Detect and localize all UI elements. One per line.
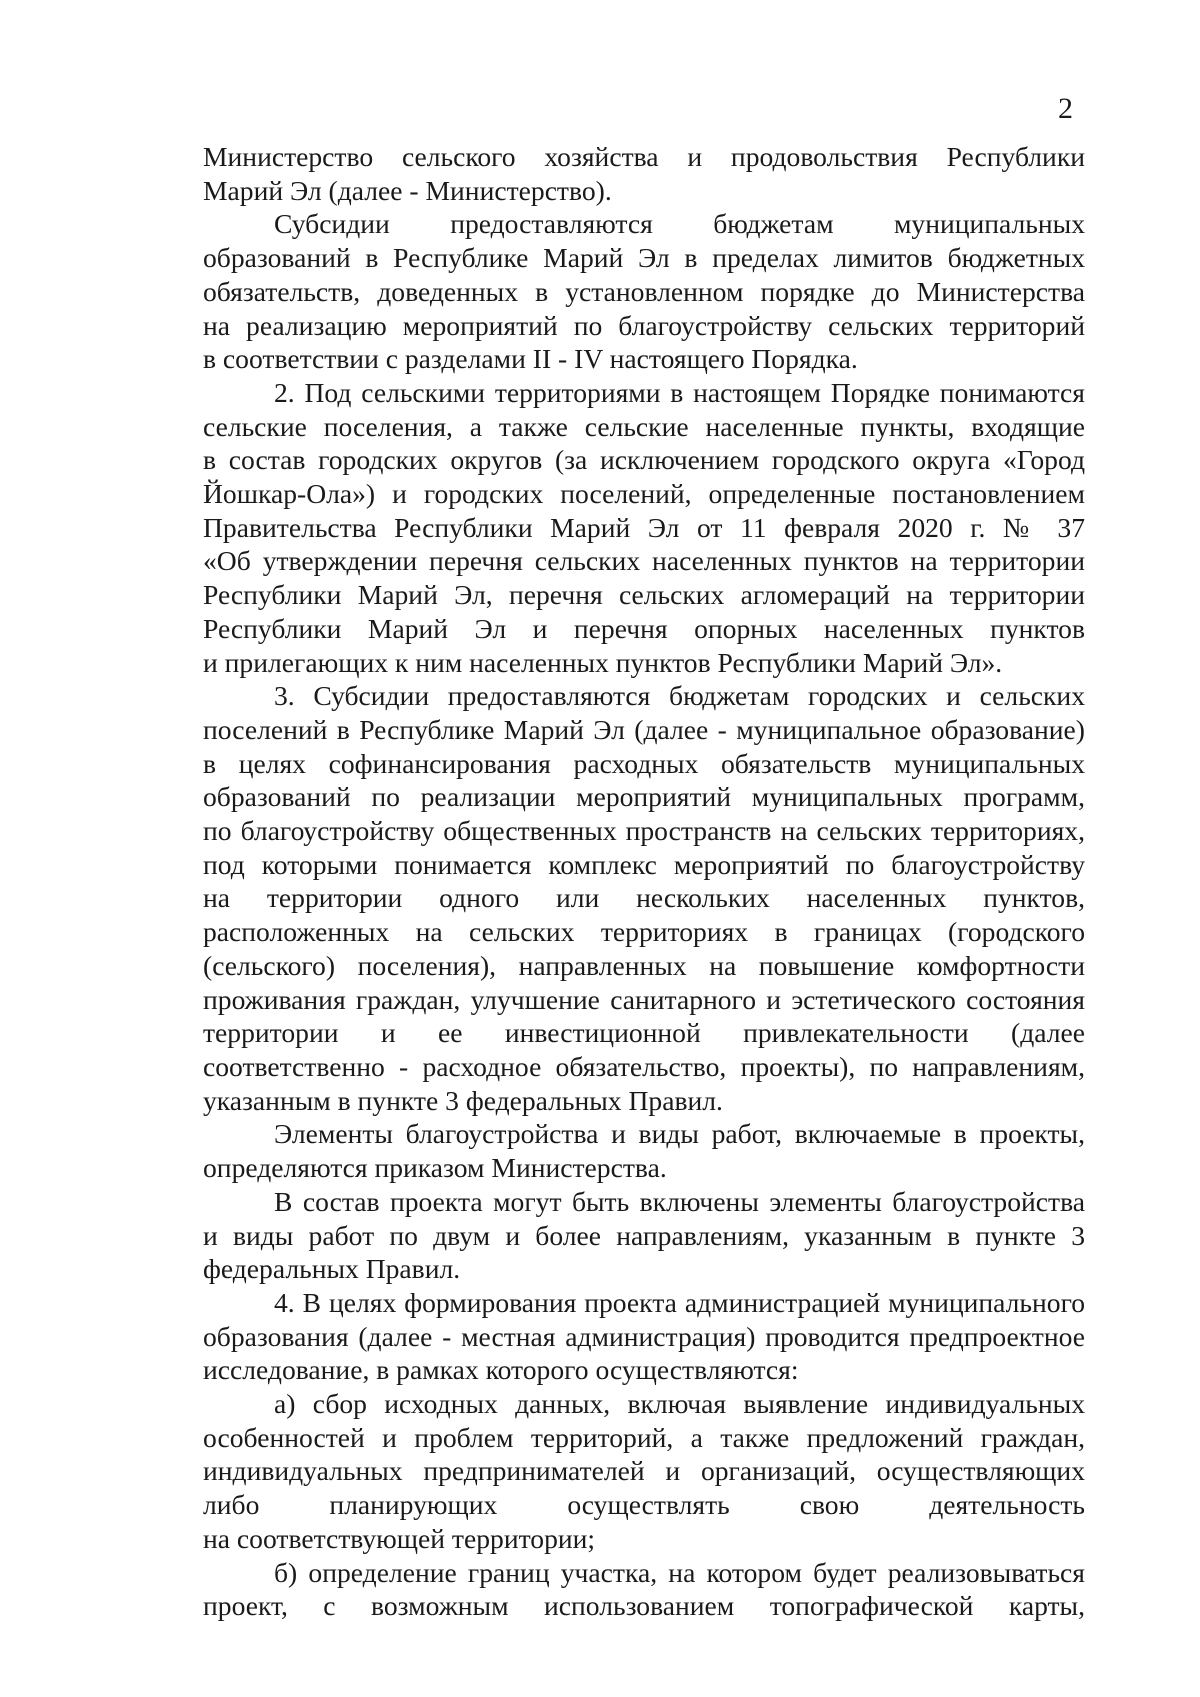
- text-line: (сельского) поселения), направленных на повышение комфортности: [203, 949, 1085, 981]
- text-line: соответственно - расходное обязательство, проекты), по направлениям,: [203, 1050, 1085, 1082]
- text-line: в целях софинансирования расходных обязательств муниципальных: [203, 747, 1085, 779]
- text-line: исследование, в рамках которого осуществляются:: [203, 1354, 799, 1386]
- text-line: а) сбор исходных данных, включая выявление индивидуальных: [274, 1388, 1085, 1420]
- paragraph: [203, 376, 1085, 679]
- text-line: в соответствии с разделами II - IV настоящего Порядка.: [203, 343, 858, 375]
- text-line: проект, с возможным использованием топографической карты,: [203, 1590, 1085, 1622]
- text-line: Йошкар-Ола») и городских поселений, определенные постановлением: [203, 478, 1085, 510]
- text-line: на соответствующей территории;: [203, 1522, 596, 1554]
- text-line: федеральных Правил.: [203, 1253, 461, 1285]
- text-line: территории и ее инвестиционной привлекательности (далее: [203, 1017, 1085, 1049]
- text-line: на территории одного или нескольких населенных пунктов,: [203, 882, 1085, 914]
- text-line: проживания граждан, улучшение санитарного и эстетического состояния: [203, 983, 1085, 1015]
- text-line: и виды работ по двум и более направлениям, указанным в пункте 3: [203, 1219, 1085, 1251]
- text-line: «Об утверждении перечня сельских населенных пунктов на территории: [203, 545, 1085, 577]
- text-line: на реализацию мероприятий по благоустройству сельских территорий: [203, 309, 1085, 341]
- text-line: Субсидии предоставляются бюджетам муниципальных: [274, 208, 1085, 240]
- paragraph: [203, 1117, 1085, 1184]
- text-line: 4. В целях формирования проекта администрацией муниципального: [274, 1286, 1085, 1318]
- text-line: указанным в пункте 3 федеральных Правил.: [203, 1084, 723, 1116]
- text-line: определяются приказом Министерства.: [203, 1152, 667, 1184]
- paragraph: [203, 1185, 1085, 1286]
- document-body: [203, 140, 1085, 1623]
- text-line: 3. Субсидии предоставляются бюджетам городских и сельских: [274, 680, 1085, 712]
- paragraph: [203, 140, 1085, 207]
- text-line: образований в Республике Марий Эл в пределах лимитов бюджетных: [203, 242, 1085, 274]
- text-line: под которыми понимается комплекс мероприятий по благоустройству: [203, 848, 1085, 880]
- paragraph: [203, 1387, 1085, 1556]
- text-line: В состав проекта могут быть включены элементы благоустройства: [274, 1185, 1085, 1217]
- text-line: либо планирующих осуществлять свою деятельность: [203, 1489, 1085, 1521]
- text-line: расположенных на сельских территориях в границах (городского: [203, 916, 1085, 948]
- paragraph: [203, 1286, 1085, 1387]
- text-line: Элементы благоустройства и виды работ, включаемые в проекты,: [274, 1118, 1085, 1150]
- text-line: образований по реализации мероприятий муниципальных программ,: [203, 781, 1085, 813]
- text-line: сельские поселения, а также сельские населенные пункты, входящие: [203, 410, 1085, 442]
- text-line: Республики Марий Эл и перечня опорных населенных пунктов: [203, 612, 1085, 644]
- paragraph: [203, 207, 1085, 376]
- text-line: поселений в Республике Марий Эл (далее - муниципальное образование): [203, 713, 1085, 745]
- text-line: б) определение границ участка, на котором будет реализовываться: [274, 1556, 1085, 1588]
- text-line: и прилегающих к ним населенных пунктов Республики Марий Эл».: [203, 646, 1003, 678]
- text-line: Марий Эл (далее - Министерство).: [203, 174, 612, 206]
- text-line: Республики Марий Эл, перечня сельских агломераций на территории: [203, 579, 1085, 611]
- text-line: обязательств, доведенных в установленном порядке до Министерства: [203, 275, 1085, 307]
- text-line: Правительства Республики Марий Эл от 11 февраля 2020 г. № 37: [203, 511, 1085, 543]
- paragraph: [203, 679, 1085, 1117]
- text-line: по благоустройству общественных пространств на сельских территориях,: [203, 815, 1085, 847]
- page-number: 2: [1058, 92, 1073, 125]
- text-line: индивидуальных предпринимателей и организаций, осуществляющих: [203, 1455, 1085, 1487]
- text-line: Министерство сельского хозяйства и продовольствия Республики: [203, 141, 1085, 172]
- text-line: особенностей и проблем территорий, а также предложений граждан,: [203, 1421, 1085, 1453]
- text-line: в состав городских округов (за исключением городского округа «Город: [203, 444, 1085, 476]
- text-line: 2. Под сельскими территориями в настоящем Порядке понимаются: [274, 376, 1085, 408]
- paragraph: [203, 1556, 1085, 1623]
- text-line: образования (далее - местная администрация) проводится предпроектное: [203, 1320, 1085, 1352]
